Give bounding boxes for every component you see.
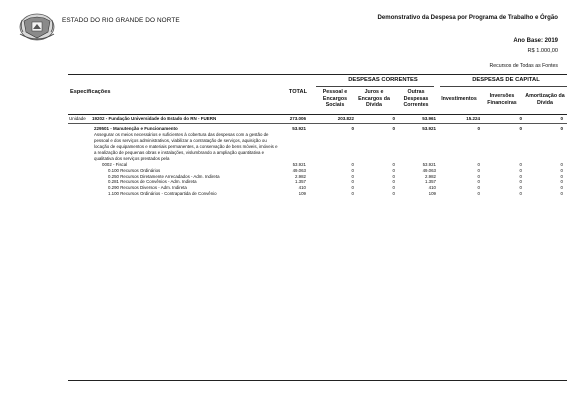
programa-name: 229501 - Manutenção e Funcionamento [94, 126, 178, 131]
col-investimentos: Investimentos [441, 96, 477, 102]
programa-description: Assegurar os meios necessários e suficientes à cobertura das despesas com a gestão de pessoal e dos serviços administrativos, viabilizar a contratação de serviços, aquisição ou locação de equipamentos e materiais permanentes, a conservação de bens móveis, imóveis e a realização de pequenas obras e instalações, vislumbrando a ampliação quantitativa e qualitativa dos serviços prestados pela [94, 132, 278, 161]
row-inversoes: 0 [519, 185, 522, 191]
row-pessoal: 0 [351, 162, 354, 167]
row-pessoal: 0 [351, 173, 354, 179]
row-outras: 53.921 [422, 162, 436, 167]
currency-unit: R$ 1.000,00 [527, 48, 558, 54]
row-investimentos: 0 [477, 173, 480, 179]
row-juros: 0 [392, 167, 395, 173]
row-investimentos: 0 [477, 167, 480, 173]
group-capital-rule [440, 86, 567, 87]
programa-outras: 53.921 [422, 126, 436, 131]
row-amortizacao: 0 [560, 162, 563, 167]
row-outras: 2.982 [425, 173, 436, 179]
group-correntes-rule [316, 86, 434, 87]
row-label: 0.250 Recursos Diretamente Arrecadados - Adm. Indireta [108, 173, 220, 179]
unidade-amortizacao: 0 [560, 116, 563, 121]
state-coat-of-arms-logo [18, 12, 56, 42]
row-amortizacao: 0 [560, 185, 563, 191]
programa-juros: 0 [392, 126, 395, 131]
col-outras: Outras Despesas Correntes [403, 89, 429, 109]
programa-pessoal: 0 [351, 126, 354, 131]
table-top-rule [68, 74, 567, 75]
row-investimentos: 0 [477, 185, 480, 191]
row-inversoes: 0 [519, 162, 522, 167]
unidade-investimentos: 15.224 [466, 116, 480, 121]
row-total: 1.357 [295, 179, 306, 185]
row-label: 0.290 Recursos Diversos - Adm. Indireta [108, 185, 187, 191]
row-pessoal: 0 [351, 167, 354, 173]
row-total: 410 [298, 185, 306, 191]
programa-amortizacao: 0 [560, 126, 563, 131]
unidade-total: 273.006 [289, 116, 306, 121]
row-total: 53.921 [292, 162, 306, 167]
row-total: 109 [298, 191, 306, 196]
row-juros: 0 [392, 173, 395, 179]
col-amortizacao: Amortização da Dívida [525, 93, 565, 106]
row-inversoes: 0 [519, 167, 522, 173]
base-year: Ano Base: 2019 [513, 38, 558, 44]
row-juros: 0 [392, 185, 395, 191]
unidade-inversoes: 0 [519, 116, 522, 121]
row-label: 0.281 Recursos de Convênios - Adm. Indireta [108, 179, 197, 185]
group-despesas-capital: DESPESAS DE CAPITAL [472, 77, 540, 83]
page-bottom-rule [68, 380, 567, 381]
row-outras: 410 [428, 185, 436, 191]
row-investimentos: 0 [477, 162, 480, 167]
row-total: 2.982 [295, 173, 306, 179]
col-pessoal: Pessoal e Encargos Sociais [322, 89, 348, 109]
unidade-bottom-rule [68, 123, 567, 124]
programa-investimentos: 0 [477, 126, 480, 131]
row-investimentos: 0 [477, 191, 480, 196]
unidade-row [68, 115, 567, 123]
unidade-outras: 53.961 [422, 116, 436, 121]
unidade-name: 19202 - Fundação Universidade do Estado do RN - FUERN [92, 116, 217, 121]
row-juros: 0 [392, 191, 395, 196]
row-investimentos: 0 [477, 179, 480, 185]
row-amortizacao: 0 [560, 173, 563, 179]
row-amortizacao: 0 [560, 167, 563, 173]
row-amortizacao: 0 [560, 179, 563, 185]
row-pessoal: 0 [351, 179, 354, 185]
col-juros: Juros e Encargos da Dívida [358, 89, 390, 109]
row-juros: 0 [392, 179, 395, 185]
unidade-pessoal: 203.822 [337, 116, 354, 121]
row-pessoal: 0 [351, 185, 354, 191]
row-juros: 0 [392, 162, 395, 167]
resource-scope: Recursos de Todas as Fontes [489, 63, 558, 69]
row-pessoal: 0 [351, 191, 354, 196]
programa-inversoes: 0 [519, 126, 522, 131]
col-inversoes: Inversões Financeiras [487, 93, 517, 106]
row-label: 0.100 Recursos Ordinários [108, 167, 161, 173]
row-amortizacao: 0 [560, 191, 563, 196]
group-despesas-correntes: DESPESAS CORRENTES [348, 77, 418, 83]
row-label: 1.100 Recursos Ordinários - Contrapartida de Convênio [108, 191, 217, 196]
unidade-label: Unidade [69, 116, 86, 121]
report-title: Demonstrativo da Despesa por Programa de Trabalho e Órgão [377, 14, 558, 21]
col-total: TOTAL [288, 89, 307, 95]
programa-total: 53.921 [292, 126, 306, 131]
row-inversoes: 0 [519, 191, 522, 196]
state-name: ESTADO DO RIO GRANDE DO NORTE [62, 17, 180, 24]
row-label: 0002 - Fiscal [102, 162, 128, 167]
row-outras: 109 [428, 191, 436, 196]
table-row [68, 191, 567, 197]
row-total: 49.063 [292, 167, 306, 173]
row-inversoes: 0 [519, 179, 522, 185]
row-outras: 49.063 [422, 167, 436, 173]
row-inversoes: 0 [519, 173, 522, 179]
row-outras: 1.357 [425, 179, 436, 185]
col-especificacoes: Especificações [70, 89, 111, 95]
unidade-juros: 0 [392, 116, 395, 121]
